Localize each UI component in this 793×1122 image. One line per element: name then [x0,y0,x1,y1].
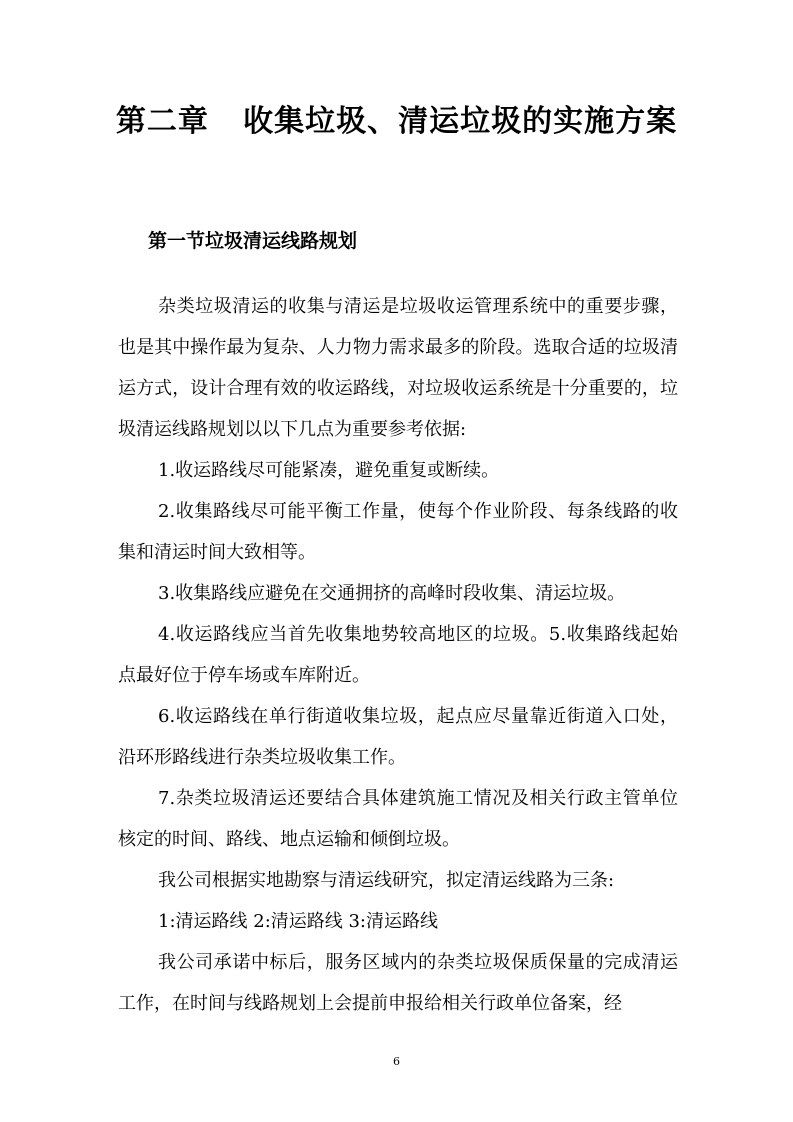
paragraph-item-3: 3.收集路线应避免在交通拥挤的高峰时段收集、清运垃圾。 [158,583,626,604]
paragraph-commitment: 我公司承诺中标后，服务区域内的杂类垃圾保质保量的完成清运工作，在时间与线路规划上会提前申报给相关行政单位备案，经 [118,952,678,1014]
paragraph-item-2: 2.收集路线尽可能平衡工作量，使每个作业阶段、每条线路的收集和清运时间大致相等。 [118,501,678,563]
paragraph-routes-list: 1:清运路线 2:清运路线 3:清运路线 [158,911,438,932]
chapter-title: 第二章 收集垃圾、清运垃圾的实施方案 [115,104,678,139]
section-title: 第一节垃圾清运线路规划 [148,230,358,252]
page-number: 6 [393,1055,400,1068]
body-text [118,286,678,1024]
paragraph-item-1: 1.收运路线尽可能紧凑，避免重复或断续。 [158,460,500,481]
paragraph-intro: 杂类垃圾清运的收集与清运是垃圾收运管理系统中的重要步骤，也是其中操作最为复杂、人力物力需求最多的阶段。选取合适的垃圾清运方式，设计合理有效的收运路线，对垃圾收运系统是十分重要的，垃圾清运线路规划以以下几点为重要参考依据: [118,296,678,440]
paragraph-routes-intro: 我公司根据实地勘察与清运线研究，拟定清运线路为三条: [158,870,615,891]
paragraph-item-7: 7.杂类垃圾清运还要结合具体建筑施工情况及相关行政主管单位核定的时间、路线、地点运输和倾倒垃圾。 [118,788,678,850]
paragraph-item-6: 6.收运路线在单行街道收集垃圾，起点应尽量靠近街道入口处，沿环形路线进行杂类垃圾收集工作。 [118,706,678,768]
paragraph-item-4-5: 4.收运路线应当首先收集地势较高地区的垃圾。5.收集路线起始点最好位于停车场或车库附近。 [118,624,678,686]
